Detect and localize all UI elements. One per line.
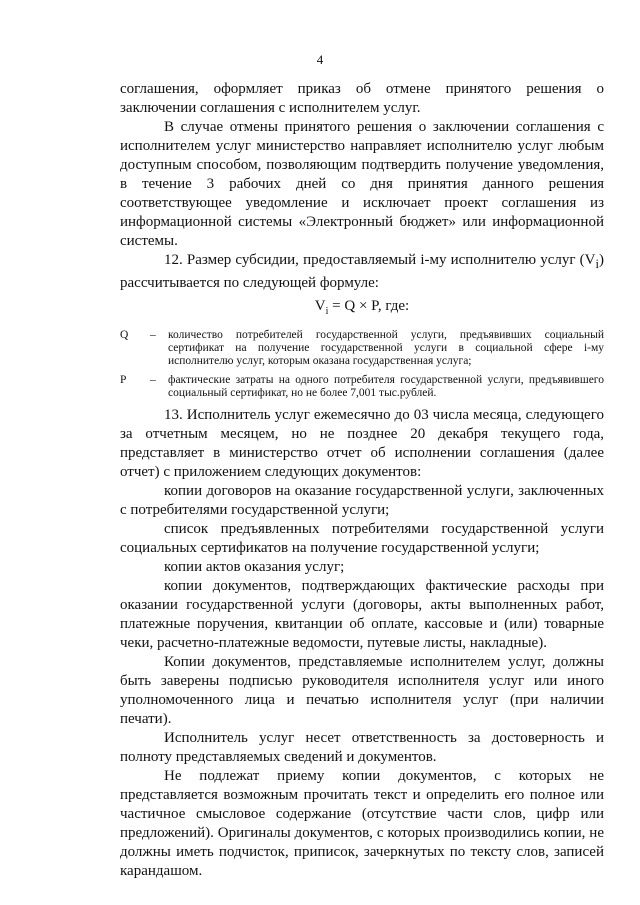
paragraph-rejection: Не подлежат приему копии документов, с которых не представляется возможным прочитать текст и определить его полное или частичное смысловое содержание (отсутствие части слов, цифр или предложений). Оригиналы документов, с которых производились копии, не должны иметь подчисток, приписок, зачеркнутых по тексту слов, записей карандашом. <box>120 768 604 879</box>
paragraph-cancellation: В случае отмены принятого решения о заключении соглашения с исполнителем услуг министерство направляет исполнителю услуг любым доступным способом, позволяющим подтвердить получение уведомления, в течение 3 рабочих дней со дня принятия данного решения соответствующее уведомление и исключает проект соглашения из информационной системы «Электронный бюджет» или информационной системы. <box>120 119 604 249</box>
paragraph-12-text: 12. Размер субсидии, предоставляемый i-му исполнителю услуг (V <box>164 252 596 268</box>
paragraph-responsibility: Исполнитель услуг несет ответственность за достоверность и полноту представляемых сведений и документов. <box>120 730 604 765</box>
subsidy-formula <box>120 297 604 321</box>
definition-symbol: Q <box>120 329 129 341</box>
formula-rest: = Q × P, где: <box>328 298 410 314</box>
paragraph-continuation: соглашения, оформляет приказ об отмене принятого решения о заключении соглашения с исполнителем услуг. <box>120 81 604 116</box>
definition-dash: – <box>150 329 156 341</box>
paragraph-12-tail: ) рассчитывается по следующей формуле: <box>120 252 604 291</box>
paragraph-13: 13. Исполнитель услуг ежемесячно до 03 числа месяца, следующего за отчетным месяцем, но не позднее 20 декабря текущего года, представляет в министерство отчет об исполнении соглашения (далее отчет) с приложением следующих документов: <box>120 407 604 480</box>
paragraph-12 <box>120 251 604 293</box>
paragraph-12-subscript: i <box>595 257 599 271</box>
list-item-contracts: копии договоров на оказание государственной услуги, заключенных с потребителями государственной услуги; <box>120 483 604 518</box>
definition-p <box>120 374 604 400</box>
definition-symbol: P <box>120 374 127 386</box>
formula-v: V <box>314 298 326 314</box>
list-item-expenses: копии документов, подтверждающих фактические расходы при оказании государственной услуги (договоры, акты выполненных работ, платежные поручения, квитанции об оплате, кассовые и (или) товарные чеки, расчетно-платежные ведомости, путевые листы, накладные). <box>120 578 604 651</box>
definition-dash: – <box>150 374 156 386</box>
page-number: 4 <box>316 52 324 67</box>
paragraph-certification: Копии документов, представляемые исполнителем услуг, должны быть заверены подписью руководителя исполнителя услуг или иного уполномоченного лица и печатью исполнителя услуг (при наличии печати). <box>120 654 604 727</box>
formula-subscript: i <box>325 306 329 317</box>
definition-text: количество потребителей государственной услуги, предъявивших социальный сертификат на получение государственной услуги в социальной сфере i-му исполнителю услуг, которым оказана государственная услуга; <box>168 329 604 367</box>
definition-text: фактические затраты на одного потребителя государственной услуги, предъявившего социальный сертификат, но не более 7,001 тыс.рублей. <box>168 374 604 399</box>
list-item-acts: копии актов оказания услуг; <box>164 559 345 575</box>
list-item-certificates: список предъявленных потребителями государственной услуги социальных сертификатов на получение государственной услуги; <box>120 521 604 556</box>
definition-q <box>120 329 604 368</box>
document-body <box>120 80 604 881</box>
